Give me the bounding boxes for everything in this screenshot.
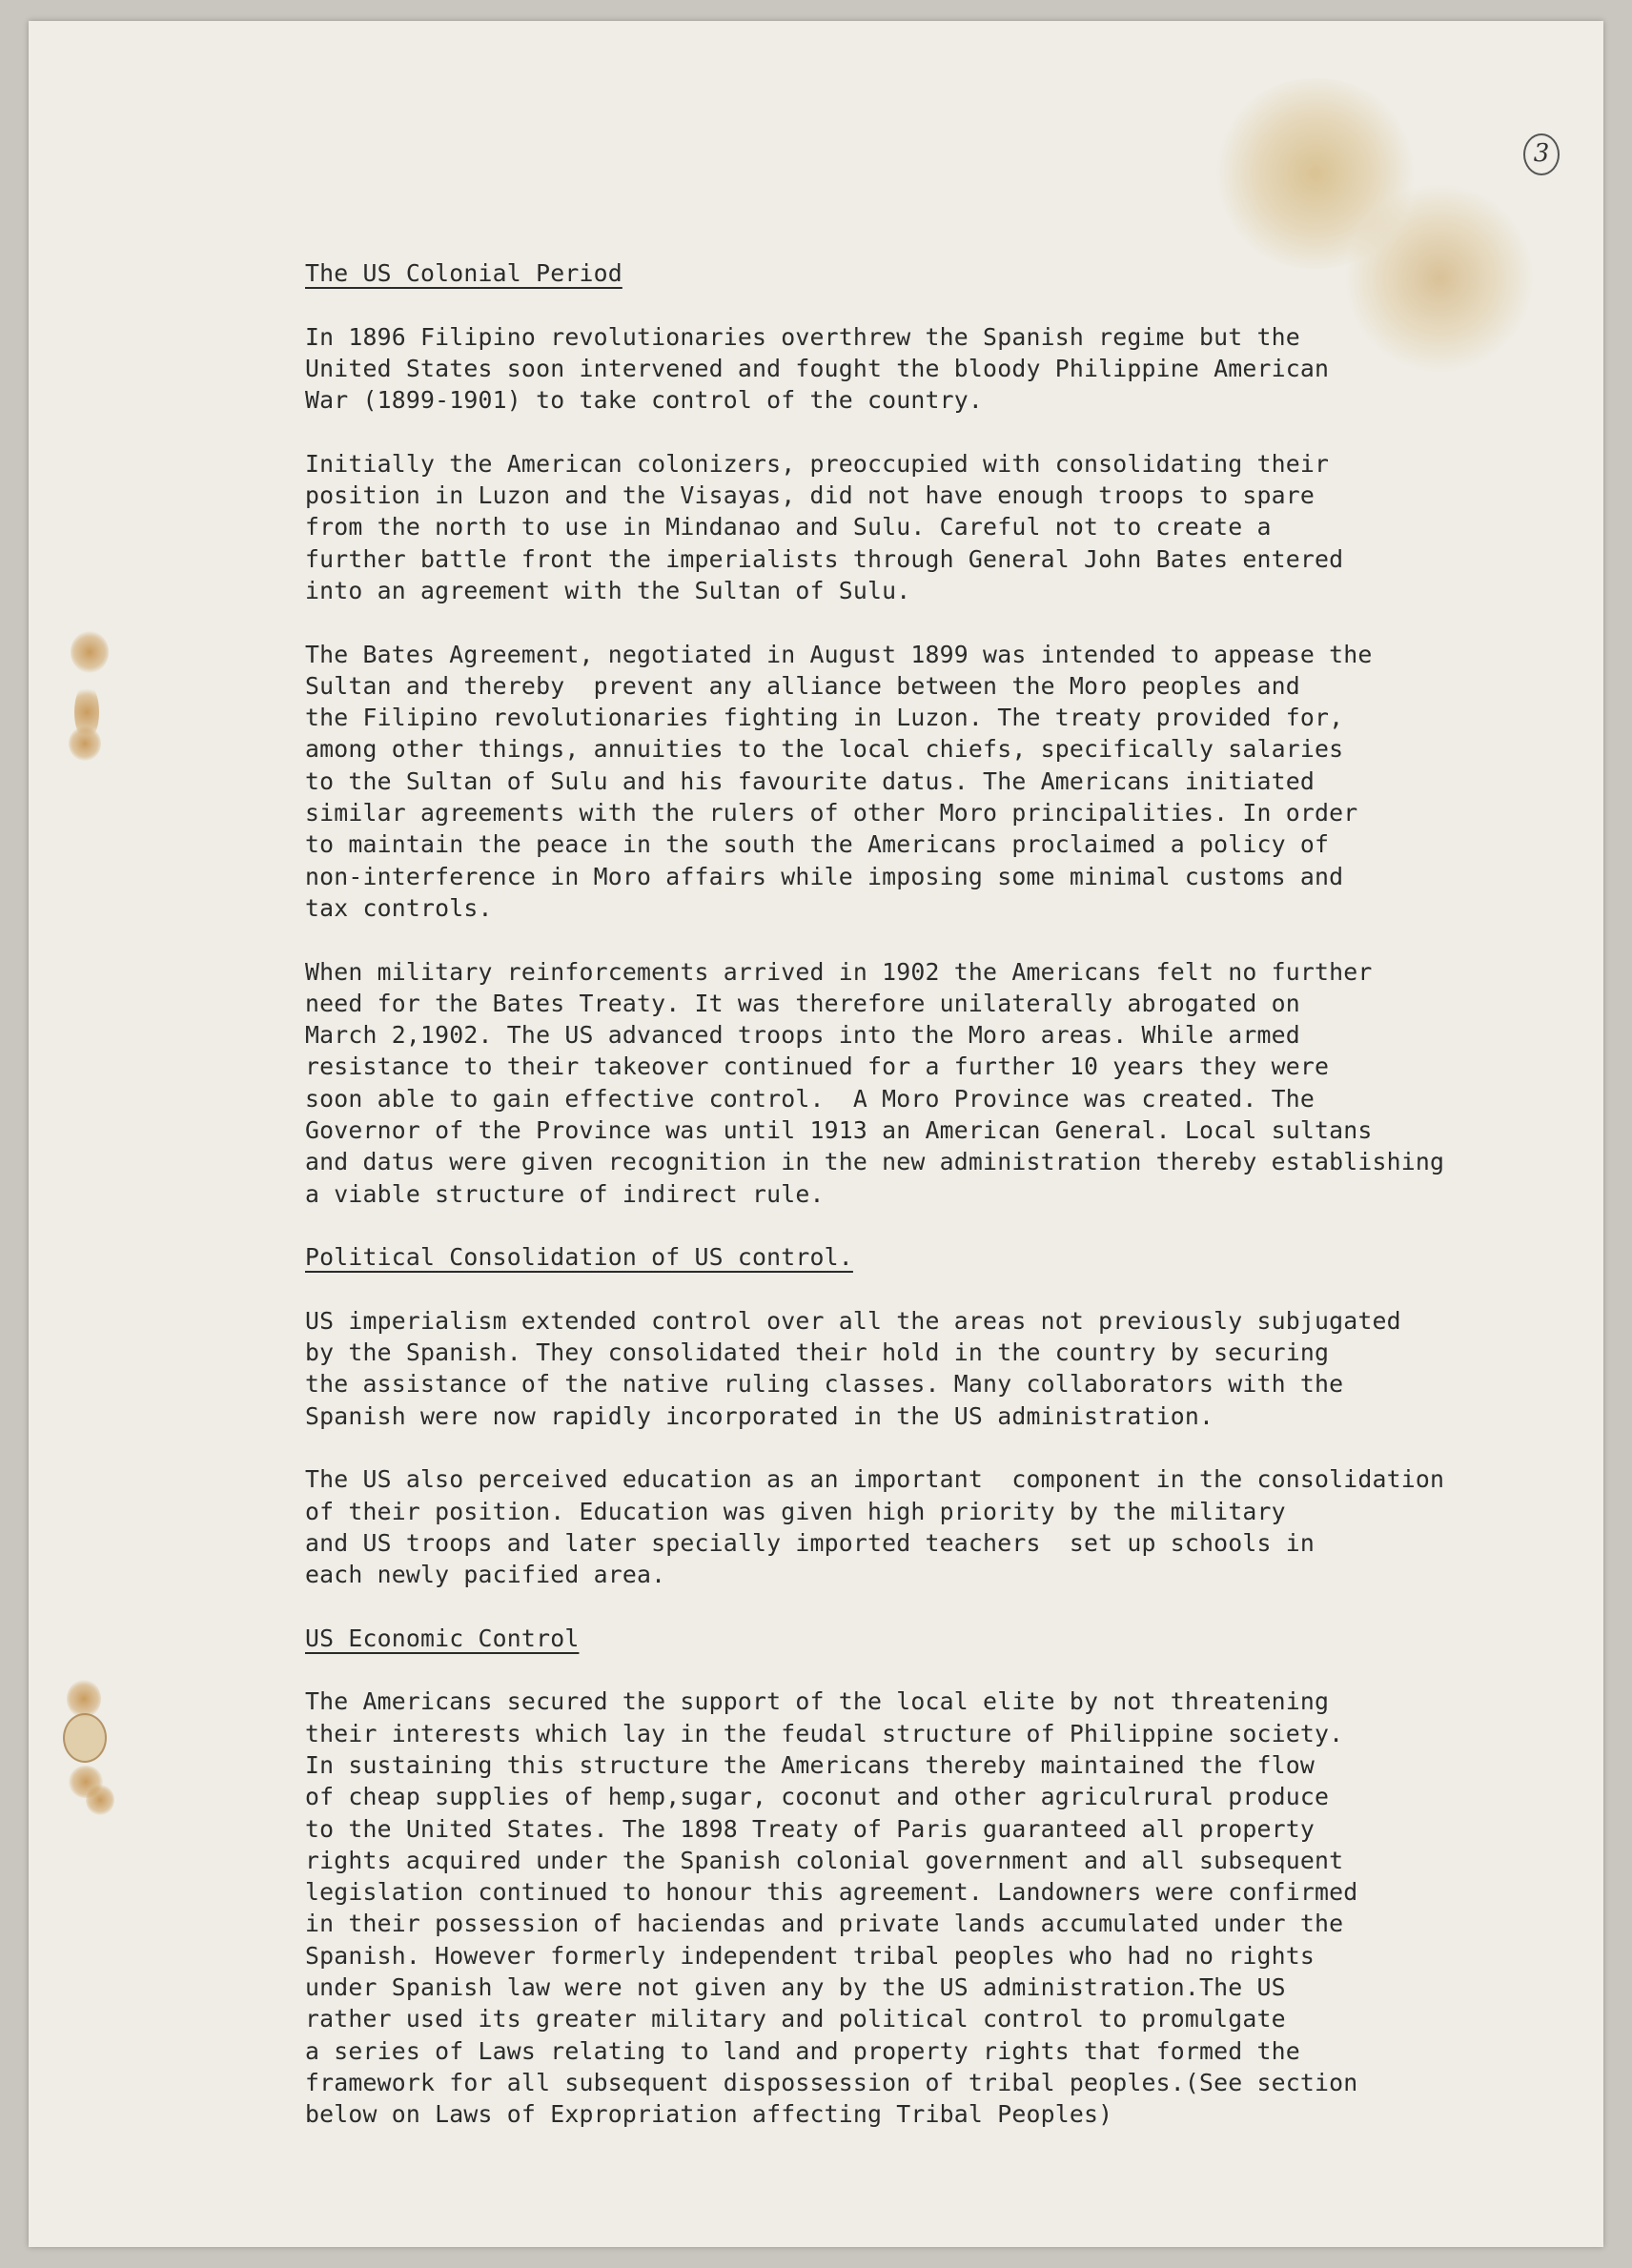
paragraph: Initially the American colonizers, preoccupied with consolidating their position in Luzon and the Visayas, did not have enough troops to spare from the north to use in Mindanao and Sulu. Careful not to create a further battle front the imperialists through General John Bates entered into an agreement with the Sultan of Sulu. bbox=[305, 449, 1344, 604]
section-heading: The US Colonial Period bbox=[305, 259, 622, 287]
paragraph: The Bates Agreement, negotiated in August 1899 was intended to appease the Sultan and thereby prevent any alliance between the Moro peoples and the Filipino revolutionaries fighting in Luzon. The treaty provided for, among other things, annuities to the local chiefs, specifically salaries to the Sultan of Sulu and his favourite datus. The Americans initiated similar agreements with the rulers of other Moro principalities. In order to maintain the peace in the south the Americans proclaimed a policy of non-interference in Moro affairs while imposing some minimal customs and tax controls. bbox=[305, 640, 1373, 922]
rust-spot bbox=[67, 1680, 101, 1718]
coffee-stain bbox=[1211, 78, 1420, 269]
rust-spot bbox=[71, 631, 109, 673]
section-heading: Political Consolidation of US control. bbox=[305, 1243, 853, 1272]
paragraph: US imperialism extended control over all the areas not previously subjugated by the Spanish. They consolidated their hold in the country by securing the assistance of the native ruling classes. Many collaborators with the Spanish were now rapidly incorporated in the US administration. bbox=[305, 1306, 1401, 1430]
rust-spot bbox=[86, 1785, 114, 1815]
page-number: 3 bbox=[1523, 133, 1560, 175]
rust-spot bbox=[69, 726, 101, 761]
paragraph: In 1896 Filipino revolutionaries overthrew the Spanish regime but the United States soon intervened and fought the bloody Philippine American War (1899-1901) to take control of the country. bbox=[305, 322, 1330, 415]
section-heading: US Economic Control bbox=[305, 1624, 580, 1652]
document-page bbox=[29, 21, 1603, 2247]
punch-hole bbox=[63, 1713, 107, 1763]
paragraph: The US also perceived education as an important component in the consolidation of their position. Education was given high priority by the military and US troops and later specially imported teachers set up schools in each newly pacified area. bbox=[305, 1465, 1445, 1589]
paragraph: The Americans secured the support of the local elite by not threatening their interests which lay in the feudal structure of Philippine society. In sustaining this structure the Americans thereby maintained the flow of cheap supplies of hemp,sugar, coconut and other agriculrural produce to the United States. The 1898 Treaty of Paris guaranteed all property rights acquired under the Spanish colonial government and all subsequent legislation continued to honour this agreement. Landowners were confirmed in their possession of haciendas and private lands accumulated under the Spanish. However formerly independent tribal peoples who had no rights under Spanish law were not given any by the US administration.The US rather used its greater military and political control to promulgate a series of Laws relating to land and property rights that formed the framework for all subsequent dispossession of tribal peoples.(See section below on Laws of Expropriation affecting Tribal Peoples) bbox=[305, 1687, 1358, 2129]
paragraph: When military reinforcements arrived in 1902 the Americans felt no further need for the Bates Treaty. It was therefore unilaterally abrogated on March 2,1902. The US advanced troops into the Moro areas. While armed resistance to their takeover continued for a further 10 years they were soon able to gain effective control. A Moro Province was created. The Governor of the Province was until 1913 an American General. Local sultans and datus were given recognition in the new administration thereby establishing a viable structure of indirect rule. bbox=[305, 957, 1445, 1208]
document-body bbox=[275, 257, 1590, 2131]
